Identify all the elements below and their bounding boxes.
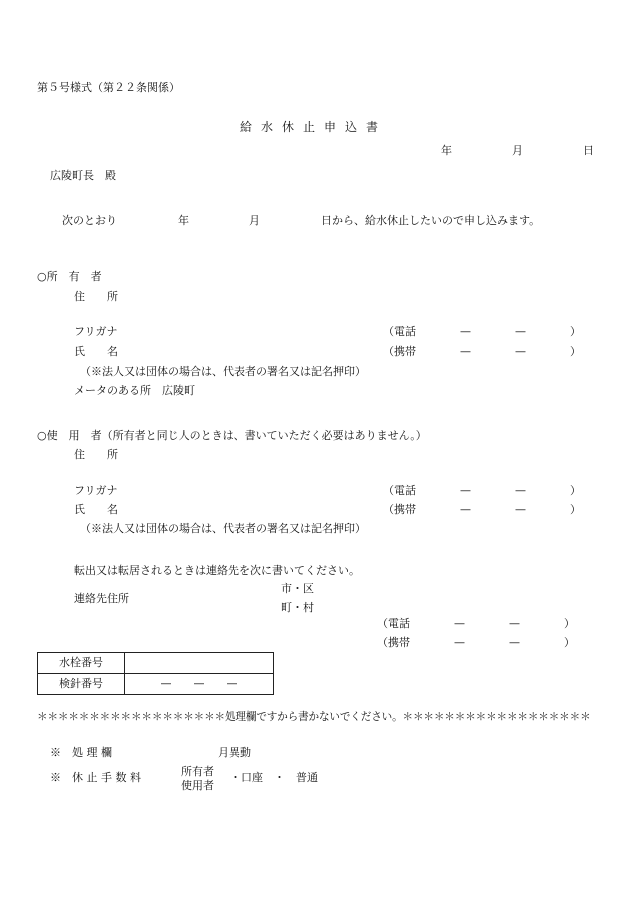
forwarding-address-label: 連絡先住所	[74, 592, 129, 605]
office-use-divider: ＊＊＊＊＊＊＊＊＊＊＊＊＊＊＊＊＊＊処理欄ですから書かないでください。＊＊＊＊＊＊＊＊＊＊＊＊＊＊＊＊＊＊	[37, 711, 591, 723]
date-year-label: 年	[441, 144, 452, 157]
stopcock-number-label: 水栓番号	[38, 653, 125, 674]
forwarding-city-ward: 市・区	[281, 582, 314, 595]
form-number: 第５号様式（第２２条関係）	[37, 81, 180, 94]
forwarding-mobile: （携帯 — — ）	[377, 636, 575, 649]
user-address-label: 住 所	[74, 448, 118, 461]
reading-row	[38, 674, 274, 695]
request-month-label: 月	[249, 214, 260, 227]
request-suffix: 日から、給水休止したいので申し込みます。	[321, 214, 541, 227]
user-mobile: （携帯 — — ）	[383, 503, 581, 516]
owner-heading: ○所 有 者	[37, 270, 102, 283]
stopcock-number-value[interactable]	[125, 653, 274, 674]
meter-location: メータのある所 広陵町	[74, 384, 195, 397]
forwarding-town-village: 町・村	[281, 601, 314, 614]
owner-address-label: 住 所	[74, 290, 118, 303]
addressee: 広陵町長 殿	[50, 169, 116, 182]
owner-furigana-label: フリガナ	[74, 325, 118, 338]
user-name-label: 氏 名	[74, 503, 118, 516]
user-signature-note: （※法人又は団体の場合は、代表者の署名又は記名押印）	[80, 522, 366, 535]
stopcock-row	[38, 653, 274, 674]
user-furigana-label: フリガナ	[74, 484, 118, 497]
user-heading: ○使 用 者（所有者と同じ人のときは、書いていただく必要はありません。）	[37, 429, 427, 442]
meter-number-table	[37, 652, 274, 695]
payment-method: ・口座 ・ 普通	[230, 771, 318, 784]
page-title: 給水休止申込書	[240, 120, 388, 134]
payer-owner-label: 所有者	[181, 765, 214, 778]
processing-label: ※ 処 理 欄	[50, 746, 112, 759]
forwarding-phone: （電話 — — ）	[377, 617, 575, 630]
monthly-change-label: 月異動	[218, 746, 251, 759]
suspension-fee-label: ※ 休 止 手 数 料	[50, 771, 141, 784]
request-year-label: 年	[178, 214, 189, 227]
payer-user-label: 使用者	[181, 779, 214, 792]
reading-number-value[interactable]: — — —	[125, 674, 274, 695]
forwarding-instruction: 転出又は転居されるときは連絡先を次に書いてください。	[74, 564, 360, 577]
user-phone: （電話 — — ）	[383, 484, 581, 497]
owner-phone: （電話 — — ）	[383, 325, 581, 338]
owner-name-label: 氏 名	[74, 345, 118, 358]
date-day-label: 日	[583, 144, 594, 157]
owner-signature-note: （※法人又は団体の場合は、代表者の署名又は記名押印）	[80, 365, 366, 378]
date-month-label: 月	[512, 144, 523, 157]
reading-number-label: 検針番号	[38, 674, 125, 695]
request-prefix: 次のとおり	[62, 214, 117, 227]
owner-mobile: （携帯 — — ）	[383, 345, 581, 358]
